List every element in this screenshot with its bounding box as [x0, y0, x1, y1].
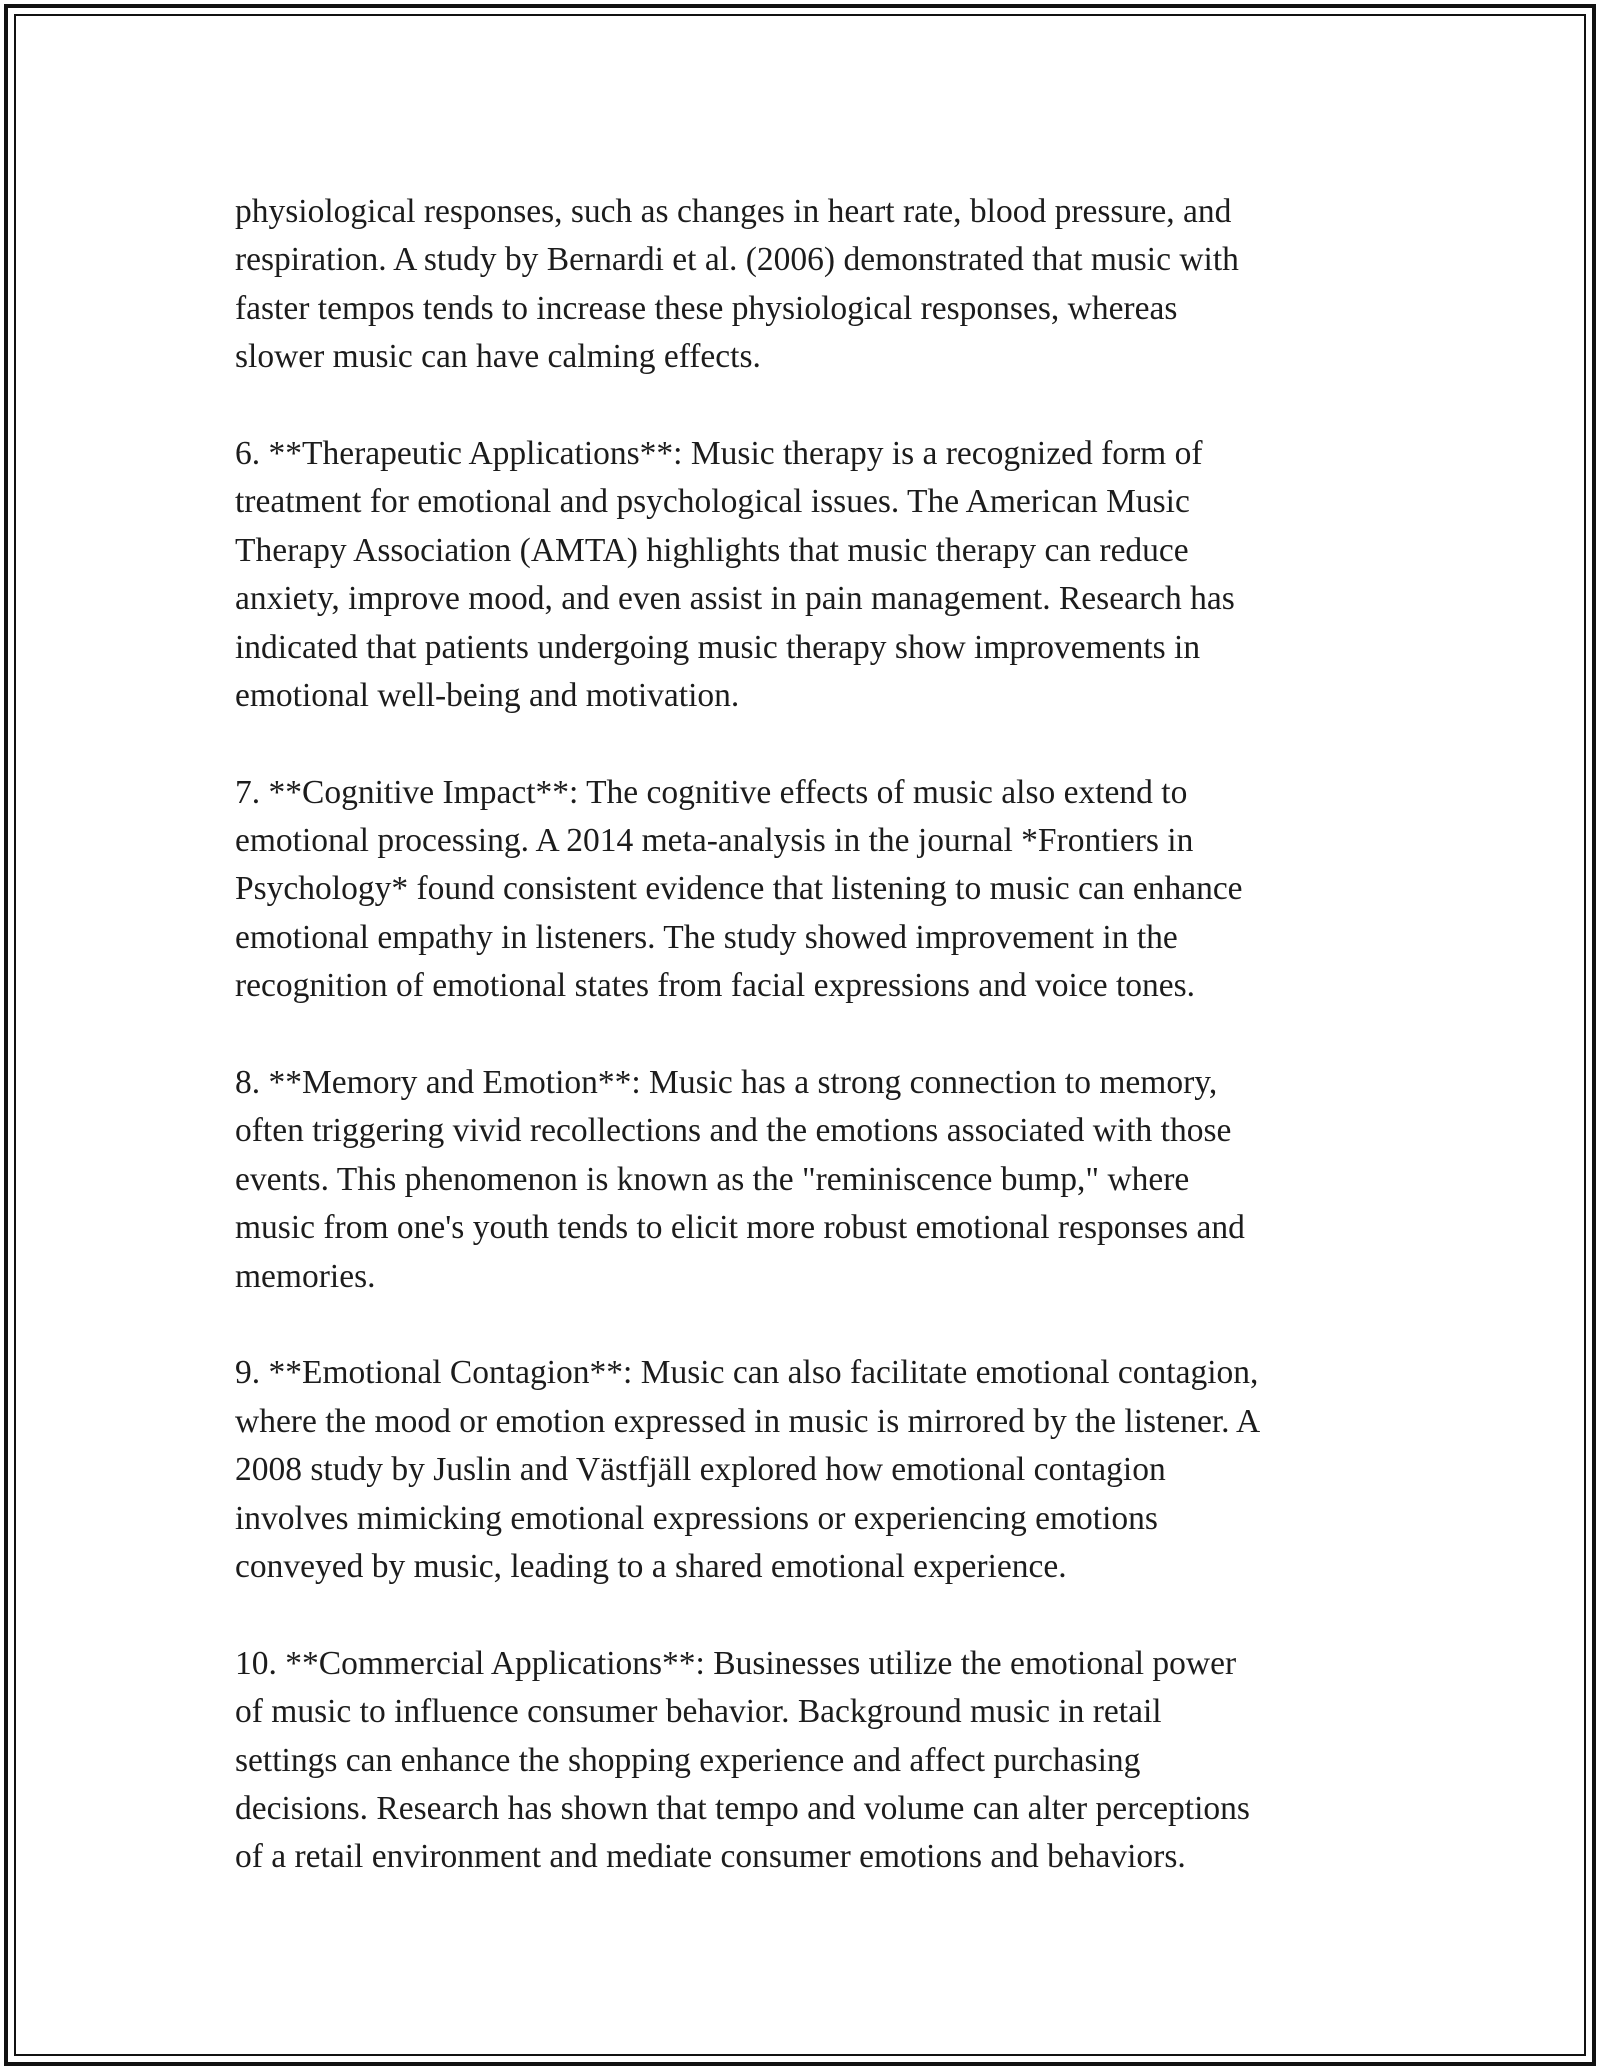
- paragraph-therapeutic-applications: [235, 430, 1385, 720]
- text-line: recognition of emotional states from facial expressions and voice tones.: [235, 967, 1196, 1005]
- text-line: emotional well-being and motivation.: [235, 676, 740, 714]
- text-line: of a retail environment and mediate consumer emotions and behaviors.: [235, 1838, 1186, 1876]
- text-line: decisions. Research has shown that tempo and volume can alter perceptions: [235, 1789, 1250, 1827]
- text-line: Psychology* found consistent evidence that listening to music can enhance: [235, 870, 1243, 908]
- paragraph-memory-and-emotion: [235, 1059, 1385, 1301]
- text-line: emotional empathy in listeners. The study showed improvement in the: [235, 918, 1178, 956]
- text-line: 7. **Cognitive Impact**: The cognitive effects of music also extend to: [235, 773, 1188, 811]
- text-line: physiological responses, such as changes in heart rate, blood pressure, and: [235, 193, 1232, 230]
- text-line: respiration. A study by Bernardi et al. (2006) demonstrated that music with: [235, 241, 1239, 279]
- text-line: anxiety, improve mood, and even assist in pain management. Research has: [235, 580, 1235, 618]
- text-line: where the mood or emotion expressed in music is mirrored by the listener. A: [235, 1402, 1261, 1440]
- text-line: 8. **Memory and Emotion**: Music has a strong connection to memory,: [235, 1064, 1218, 1102]
- text-line: memories.: [235, 1257, 376, 1295]
- text-line: emotional processing. A 2014 meta-analysis in the journal *Frontiers in: [235, 822, 1194, 860]
- text-line: music from one's youth tends to elicit more robust emotional responses and: [235, 1209, 1245, 1247]
- paragraph-emotional-contagion: [235, 1349, 1385, 1591]
- text-line: indicated that patients undergoing music therapy show improvements in: [235, 628, 1201, 666]
- text-line: settings can enhance the shopping experience and affect purchasing: [235, 1741, 1141, 1779]
- text-line: of music to influence consumer behavior. Background music in retail: [235, 1693, 1162, 1731]
- text-line: 2008 study by Juslin and Västfjäll explored how emotional contagion: [235, 1451, 1166, 1489]
- paragraph-cognitive-impact: [235, 769, 1385, 1011]
- paragraph-commercial-applications: [235, 1640, 1385, 1882]
- text-line: 9. **Emotional Contagion**: Music can also facilitate emotional contagion,: [235, 1354, 1259, 1392]
- text-line: often triggering vivid recollections and the emotions associated with those: [235, 1112, 1232, 1150]
- text-line: events. This phenomenon is known as the "reminiscence bump," where: [235, 1160, 1190, 1198]
- text-line: faster tempos tends to increase these physiological responses, whereas: [235, 289, 1178, 327]
- text-line: involves mimicking emotional expressions or experiencing emotions: [235, 1499, 1158, 1537]
- text-line: conveyed by music, leading to a shared emotional experience.: [235, 1547, 1067, 1585]
- text-line: Therapy Association (AMTA) highlights that music therapy can reduce: [235, 531, 1189, 569]
- text-line: 6. **Therapeutic Applications**: Music therapy is a recognized form of: [235, 434, 1203, 472]
- text-line: treatment for emotional and psychological issues. The American Music: [235, 483, 1190, 521]
- text-line: 10. **Commercial Applications**: Businesses utilize the emotional power: [235, 1644, 1237, 1682]
- paragraph-physiological: [235, 188, 1385, 382]
- document-body: [235, 188, 1385, 1930]
- text-line: slower music can have calming effects.: [235, 338, 761, 376]
